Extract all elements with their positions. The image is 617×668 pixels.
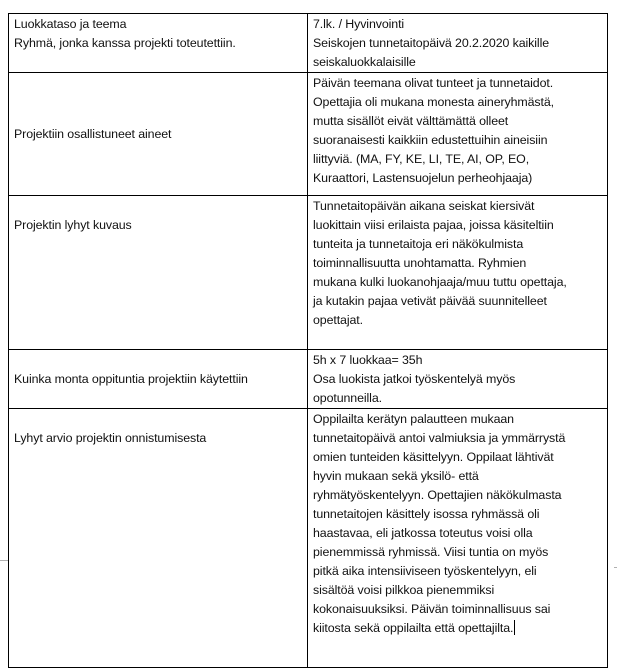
row-value-line: 5h x 7 luokkaa= 35h — [313, 353, 423, 367]
row-value-line: luokittain viisi erilaista pajaa, joissa käsiteltiin — [313, 218, 554, 232]
row-value-line: 7.lk. / Hyvinvointi — [313, 17, 405, 31]
table-row-subjects — [9, 73, 608, 196]
row-value-cell[interactable] — [308, 409, 608, 668]
row-value-cell[interactable] — [308, 14, 608, 73]
row-value-line: omien tunteiden käsittelyyn. Oppilaat lähtivät — [313, 450, 554, 464]
row-value-line: Kuraattori, Lastensuojelun perheohjaaja) — [313, 171, 533, 185]
row-label-line: Luokkataso ja teema — [14, 17, 127, 31]
row-label-line: Lyhyt arvio projektin onnistumisesta — [14, 431, 207, 445]
row-value-line: tunteita ja tunnetaitoja eri näkökulmista — [313, 237, 524, 251]
row-value-line: kokonaisuuksiksi. Päivän toiminnallisuus sai — [313, 602, 551, 616]
table-row-evaluation — [9, 409, 608, 668]
project-info-table — [8, 13, 608, 668]
row-value-line: seiskaluokkalaisille — [313, 55, 416, 69]
row-value-line: Päivän teemana olivat tunteet ja tunnetaidot. — [313, 76, 554, 90]
row-label-cell[interactable] — [9, 73, 308, 196]
row-value-line: opotunneilla. — [313, 391, 382, 405]
row-value-line: opettajat. — [313, 313, 363, 327]
row-value-line: ja kutakin pajaa vetivät päivää suunnitelleet — [313, 294, 547, 308]
row-value-line: mukana kulki luokanohjaaja/muu tuttu opettaja, — [313, 275, 567, 289]
row-label-line: Ryhmä, jonka kanssa projekti toteutettiin. — [14, 36, 236, 50]
table-row-description — [9, 196, 608, 350]
row-value-line: tunnetaitojen käsittely isossa ryhmässä oli — [313, 507, 540, 521]
row-label-cell[interactable] — [9, 14, 308, 73]
row-value-line: Osa luokista jatkoi työskentelyä myös — [313, 372, 516, 386]
row-value-line: tunnetaitopäivä antoi valmiuksia ja ymmärrystä — [313, 431, 566, 445]
table-row-lessons — [9, 350, 608, 409]
table-row-grade-theme — [9, 14, 608, 73]
row-value-line: ryhmätyöskentelyyn. Opettajien näkökulmasta — [313, 488, 562, 502]
row-value-cell[interactable] — [308, 350, 608, 409]
row-value-line: sisältöä voisi pilkkoa pienemmiksi — [313, 583, 495, 597]
row-value-line: pitkä aika intensiiviseen työskentelyyn, eli — [313, 564, 537, 578]
row-value-cell[interactable] — [308, 73, 608, 196]
row-value-line: Oppilailta kerätyn palautteen mukaan — [313, 412, 514, 426]
page-margin-marker-left — [0, 560, 8, 561]
row-value-line: mutta sisällöt eivät välttämättä olleet — [313, 114, 509, 128]
row-value-cell[interactable] — [308, 196, 608, 350]
row-label-cell[interactable] — [9, 350, 308, 409]
last-line — [313, 619, 602, 638]
row-label-line: Projektin lyhyt kuvaus — [14, 218, 132, 232]
row-label-cell[interactable] — [9, 196, 308, 350]
row-value-line: toiminnallisuutta unohtamatta. Ryhmien — [313, 256, 527, 270]
row-label-line: Kuinka monta oppituntia projektiin käytettiin — [14, 372, 248, 386]
row-label-cell[interactable] — [9, 409, 308, 668]
row-value-line: Opettajia oli mukana monesta aineryhmästä, — [313, 95, 554, 109]
row-value-line: Seiskojen tunnetaitopäivä 20.2.2020 kaikille — [313, 36, 550, 50]
row-value-line: kiitosta sekä oppilailta että opettajilta. — [313, 621, 514, 635]
row-value-line: pienemmissä ryhmissä. Viisi tuntia on myös — [313, 545, 549, 559]
row-value-line: haastavaa, eli jatkossa toteutus voisi olla — [313, 526, 533, 540]
row-label-line: Projektiin osallistuneet aineet — [14, 127, 172, 141]
row-value-line: suoranaisesti kaikkiin edustettuihin aineisiin — [313, 133, 548, 147]
document-page — [8, 13, 607, 668]
row-value-line: hyvin mukaan sekä yksilö- että — [313, 469, 479, 483]
text-cursor — [514, 620, 515, 635]
row-value-line: liittyviä. (MA, FY, KE, LI, TE, AI, OP, EO, — [313, 152, 530, 166]
row-value-line: Tunnetaitopäivän aikana seiskat kiersivät — [313, 199, 535, 213]
